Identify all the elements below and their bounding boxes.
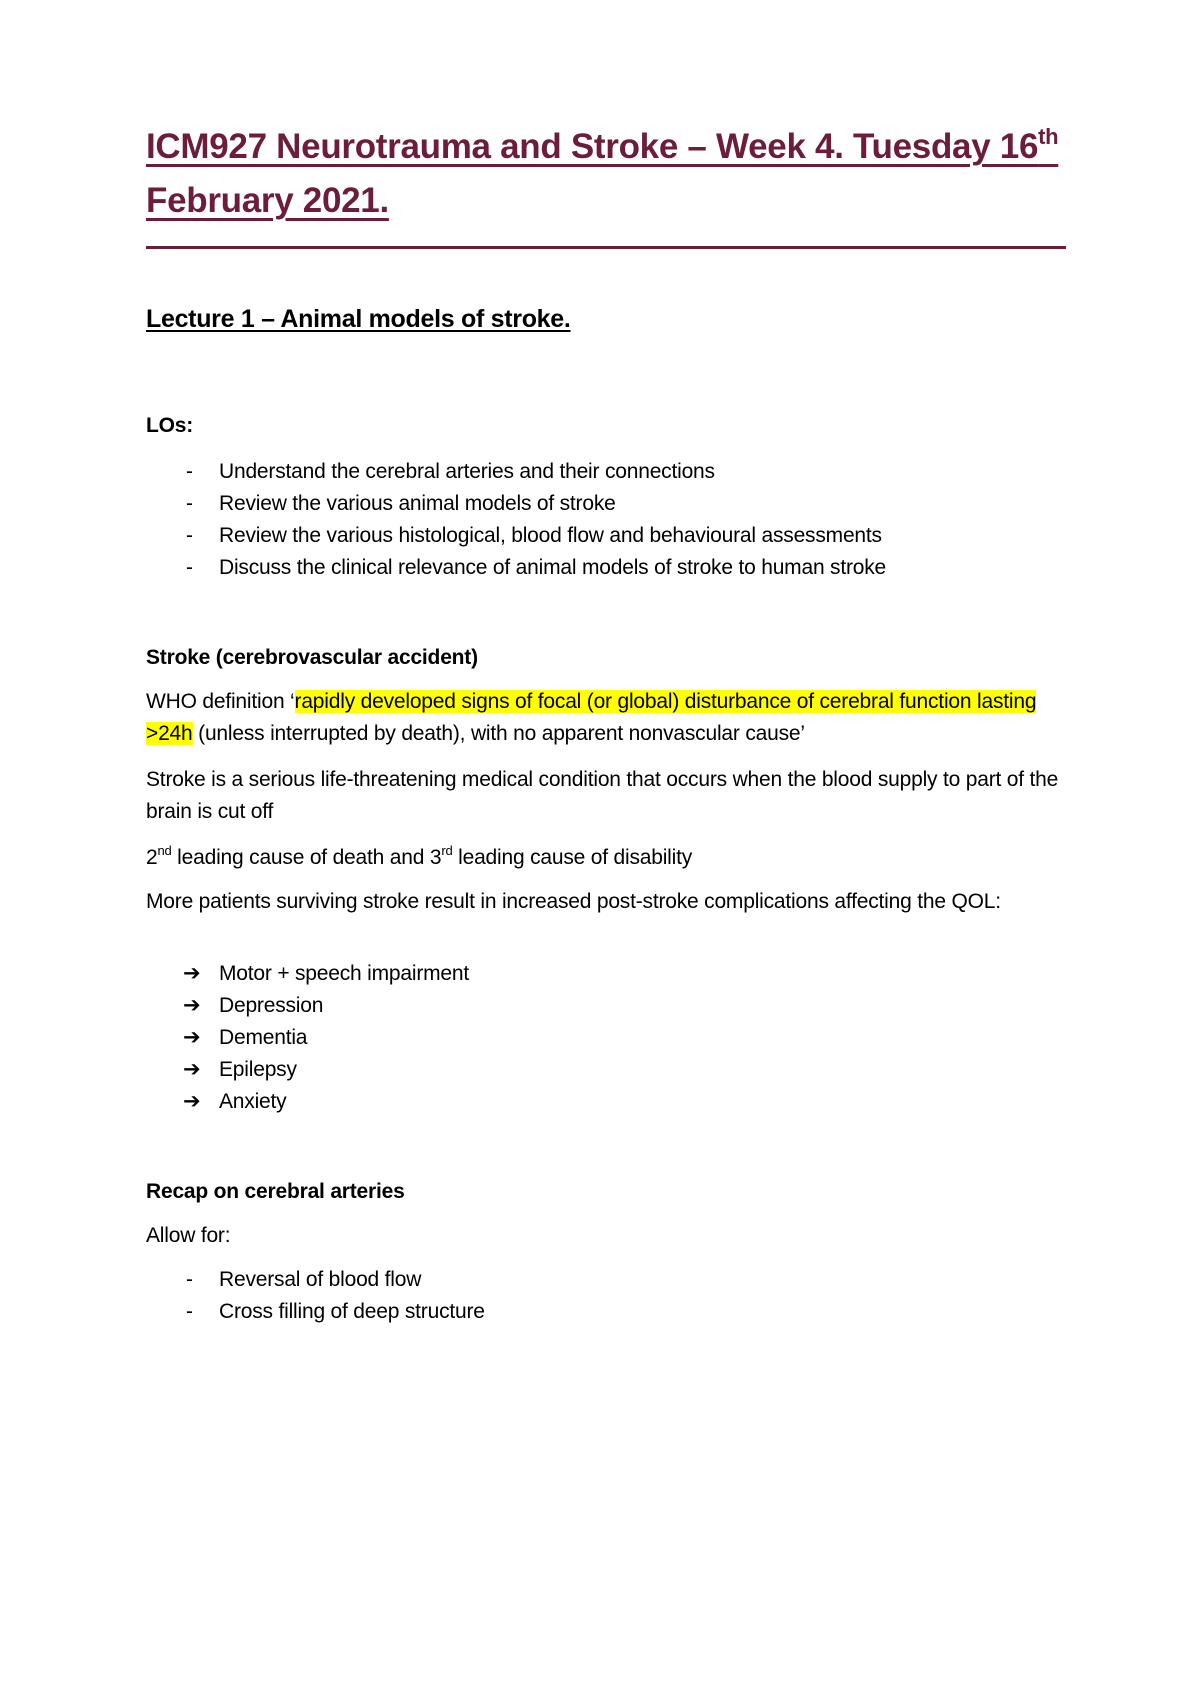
list-item: ➔ Motor + speech impairment bbox=[146, 958, 1066, 990]
recap-heading: Recap on cerebral arteries bbox=[146, 1180, 405, 1203]
list-item: - Understand the cerebral arteries and their connections bbox=[146, 456, 1066, 488]
list-item: - Discuss the clinical relevance of animal models of stroke to human stroke bbox=[146, 552, 1066, 584]
arrow-icon: ➔ bbox=[183, 1090, 201, 1113]
title-text-main: ICM927 Neurotrauma and Stroke – Week 4. Tuesday 16 bbox=[146, 127, 1039, 166]
lecture-heading: Lecture 1 – Animal models of stroke. bbox=[146, 305, 571, 333]
arrow-icon: ➔ bbox=[183, 1058, 201, 1081]
recap-list bbox=[146, 1264, 1066, 1328]
arrow-icon: ➔ bbox=[183, 962, 201, 985]
list-item: - Review the various histological, blood flow and behavioural assessments bbox=[146, 520, 1066, 552]
list-item: - Cross filling of deep structure bbox=[146, 1296, 1066, 1328]
los-list bbox=[146, 456, 1066, 584]
stroke-ranking: 2nd leading cause of death and 3rd leading cause of disability bbox=[146, 843, 693, 869]
dash-marker: - bbox=[186, 1268, 193, 1291]
list-item: ➔ Anxiety bbox=[146, 1086, 1066, 1118]
recap-intro: Allow for: bbox=[146, 1224, 231, 1247]
arrow-icon: ➔ bbox=[183, 1026, 201, 1049]
title-divider bbox=[146, 246, 1066, 249]
list-item: ➔ Epilepsy bbox=[146, 1054, 1066, 1086]
complications-list bbox=[146, 958, 1066, 1118]
title-text-date: February 2021. bbox=[146, 181, 389, 220]
who-definition: WHO definition ‘rapidly developed signs of focal (or global) disturbance of cerebral function lasting >24h (unless interrupted by death), with no apparent nonvascular cause’ bbox=[146, 690, 1037, 745]
arrow-icon: ➔ bbox=[183, 994, 201, 1017]
stroke-description: Stroke is a serious life-threatening medical condition that occurs when the blood supply to part of the brain is cut off bbox=[146, 768, 1059, 823]
dash-marker: - bbox=[186, 460, 193, 483]
list-item: - Reversal of blood flow bbox=[146, 1264, 1066, 1296]
highlighted-definition: rapidly developed signs of focal (or global) disturbance of cerebral function lasting >24h bbox=[146, 690, 1037, 745]
dash-marker: - bbox=[186, 524, 193, 547]
dash-marker: - bbox=[186, 556, 193, 579]
list-item: ➔ Depression bbox=[146, 990, 1066, 1022]
list-item: - Review the various animal models of stroke bbox=[146, 488, 1066, 520]
list-item: ➔ Dementia bbox=[146, 1022, 1066, 1054]
document-title bbox=[146, 120, 1066, 228]
complications-intro: More patients surviving stroke result in increased post-stroke complications affecting the QOL: bbox=[146, 890, 1001, 913]
dash-marker: - bbox=[186, 1300, 193, 1323]
title-superscript: th bbox=[1038, 124, 1059, 149]
dash-marker: - bbox=[186, 492, 193, 515]
los-heading: LOs: bbox=[146, 414, 194, 437]
stroke-heading: Stroke (cerebrovascular accident) bbox=[146, 646, 478, 669]
